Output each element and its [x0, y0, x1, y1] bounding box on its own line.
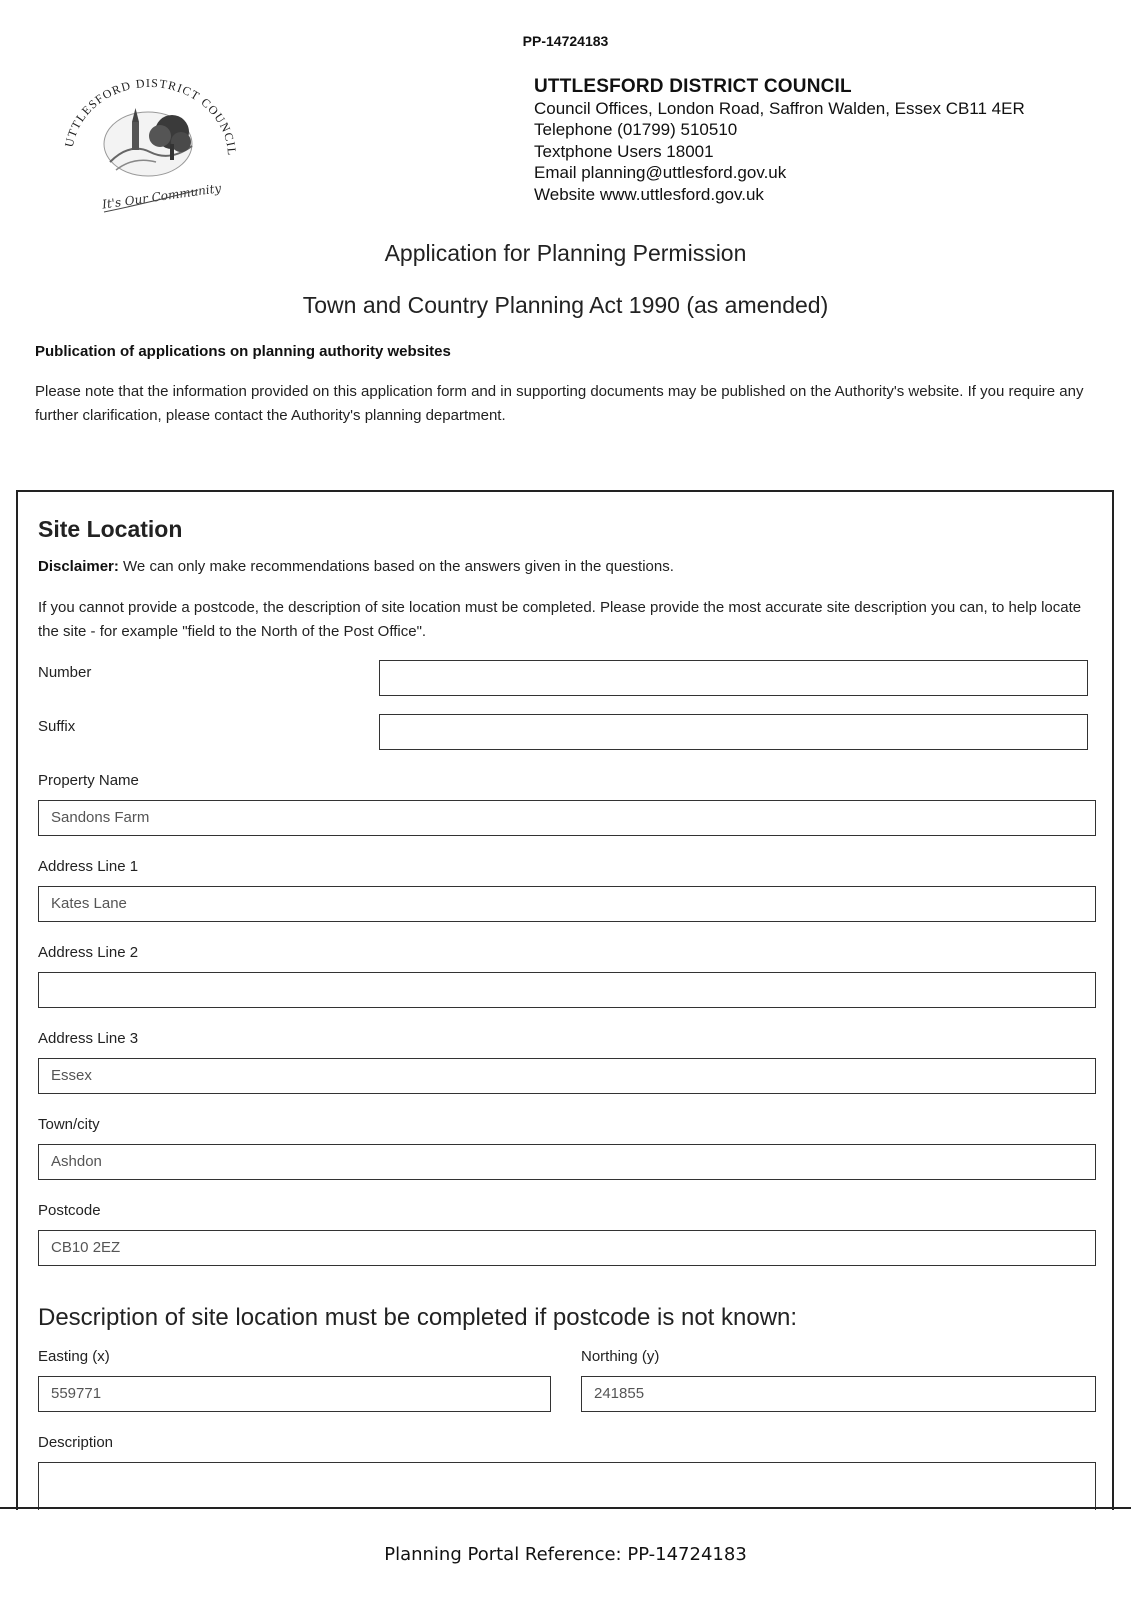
town-city-field[interactable]: Ashdon: [38, 1144, 1096, 1180]
council-name: UTTLESFORD DISTRICT COUNCIL: [534, 76, 852, 97]
easting-label: Easting (x): [38, 1348, 110, 1365]
town-city-label: Town/city: [38, 1116, 100, 1133]
address-line-2-field[interactable]: [38, 972, 1096, 1008]
form-act-title: Town and Country Planning Act 1990 (as amended): [302, 292, 829, 318]
site-location-instructions: If you cannot provide a postcode, the description of site location must be completed. Please provide the most accurate site description you can, to help locate the site - for example "field to the North of the Post Office".: [38, 599, 1082, 640]
property-name-label: Property Name: [38, 772, 139, 789]
postcode-label: Postcode: [38, 1202, 101, 1219]
property-name-field[interactable]: Sandons Farm: [38, 800, 1096, 836]
form-title: Application for Planning Permission: [384, 240, 747, 266]
disclaimer: [38, 558, 674, 575]
document-reference: PP-14724183: [522, 33, 609, 49]
council-contact-block: [534, 76, 1025, 205]
description-textarea[interactable]: [38, 1462, 1096, 1510]
publication-text: Please note that the information provided on this application form and in supporting documents may be published on the Authority's website. If you require any further clarification, please contact the Authority's planning department.: [35, 383, 1084, 424]
council-email: Email planning@uttlesford.gov.uk: [534, 163, 787, 182]
description-label: Description: [38, 1434, 114, 1451]
logo-tagline: It's Our Community: [101, 181, 223, 212]
number-field[interactable]: [379, 660, 1088, 696]
address-line-3-label: Address Line 3: [38, 1030, 139, 1047]
northing-label: Northing (y): [581, 1348, 660, 1365]
suffix-label: Suffix: [38, 718, 76, 735]
footer-divider: [0, 1507, 1131, 1509]
section-title: Site Location: [38, 516, 183, 542]
publication-heading: Publication of applications on planning authority websites: [35, 343, 451, 360]
council-logo: [60, 62, 240, 222]
council-telephone: Telephone (01799) 510510: [534, 120, 738, 139]
logo-ring-text: UTTLESFORD DISTRICT COUNCIL: [61, 75, 240, 157]
council-textphone: Textphone Users 18001: [534, 141, 714, 161]
address-line-3-field[interactable]: Essex: [38, 1058, 1096, 1094]
site-description-heading: Description of site location must be completed if postcode is not known:: [38, 1304, 798, 1331]
suffix-field[interactable]: [379, 714, 1088, 750]
council-website: Website www.uttlesford.gov.uk: [534, 184, 764, 204]
disclaimer-label: Disclaimer:: [38, 558, 119, 575]
footer-reference: Planning Portal Reference: PP-14724183: [384, 1544, 747, 1565]
council-address: Council Offices, London Road, Saffron Walden, Essex CB11 4ER: [534, 98, 1025, 118]
easting-field[interactable]: 559771: [38, 1376, 551, 1412]
postcode-field[interactable]: CB10 2EZ: [38, 1230, 1096, 1266]
address-line-1-field[interactable]: Kates Lane: [38, 886, 1096, 922]
address-line-2-label: Address Line 2: [38, 944, 139, 961]
northing-field[interactable]: 241855: [581, 1376, 1096, 1412]
address-line-1-label: Address Line 1: [38, 858, 139, 875]
number-label: Number: [38, 664, 92, 681]
site-location-section: [16, 490, 1114, 1510]
disclaimer-text: We can only make recommendations based on the answers given in the questions.: [118, 558, 674, 575]
